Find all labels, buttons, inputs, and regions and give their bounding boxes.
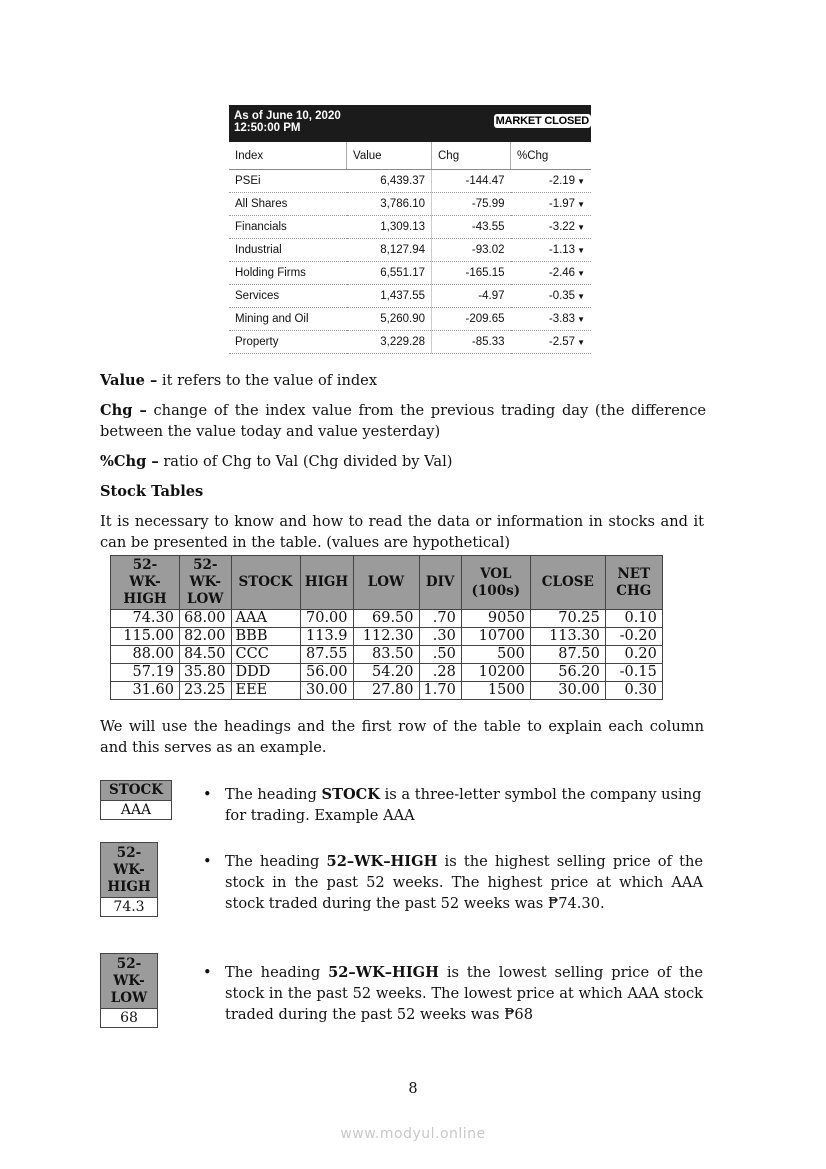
stock-cell: 112.30 (353, 628, 419, 646)
term: 52–WK–HIGH (326, 853, 438, 870)
index-value: 8,127.94 (347, 239, 432, 262)
stock-tables-heading: Stock Tables (100, 483, 204, 500)
index-row (229, 308, 591, 331)
index-chg: -4.97 (432, 285, 511, 308)
high-explanation: • The heading 52–WK–HIGH is the highest selling price of the stock in the past 52 weeks. The highest price at which AAA stock traded during the past 52 weeks was ₱74.30. (203, 853, 703, 912)
stock-row (111, 646, 663, 664)
stock-cell: 87.55 (300, 646, 353, 664)
chg-term: Chg – (100, 402, 147, 419)
stock-cell: 30.00 (300, 682, 353, 700)
stock-cell: .70 (419, 610, 461, 628)
stock-cell: 113.9 (300, 628, 353, 646)
col-net-chg: NET CHG (605, 556, 662, 610)
stock-cell: 0.10 (605, 610, 662, 628)
stock-cell: 500 (461, 646, 530, 664)
value-text: it refers to the value of index (157, 372, 378, 389)
index-value: 1,437.55 (347, 285, 432, 308)
stock-cell: 9050 (461, 610, 530, 628)
box-header: 52- WK- LOW (101, 954, 158, 1009)
stock-cell: 74.30 (111, 610, 180, 628)
stock-cell: 31.60 (111, 682, 180, 700)
index-pct: -2.19 ▼ (511, 170, 592, 193)
stock-cell: .30 (419, 628, 461, 646)
index-chg: -144.47 (432, 170, 511, 193)
index-value: 3,229.28 (347, 331, 432, 354)
index-col-header: Index (229, 142, 347, 170)
index-row (229, 331, 591, 354)
col-stock: STOCK (231, 556, 300, 610)
down-arrow-icon: ▼ (577, 246, 585, 255)
stock-cell: -0.15 (605, 664, 662, 682)
stock-row (111, 682, 663, 700)
index-row (229, 262, 591, 285)
box-header: 52- WK- HIGH (101, 843, 158, 898)
index-chg: -209.65 (432, 308, 511, 331)
bullet-icon: • (203, 786, 212, 803)
stock-cell: 10200 (461, 664, 530, 682)
index-value: 6,439.37 (347, 170, 432, 193)
index-name: Mining and Oil (229, 308, 347, 331)
stock-cell: 70.25 (530, 610, 605, 628)
value-term: Value – (100, 372, 158, 389)
chg-col-header: Chg (432, 142, 511, 170)
stock-row (111, 628, 663, 646)
stock-cell: 69.50 (353, 610, 419, 628)
index-chg: -93.02 (432, 239, 511, 262)
pchg-term: %Chg – (100, 453, 159, 470)
stock-cell: 88.00 (111, 646, 180, 664)
bullet-icon: • (203, 964, 212, 981)
stock-cell: CCC (231, 646, 300, 664)
down-arrow-icon: ▼ (577, 223, 585, 232)
stock-cell: 56.20 (530, 664, 605, 682)
index-name: Industrial (229, 239, 347, 262)
index-name: Financials (229, 216, 347, 239)
page-number: 8 (408, 1081, 418, 1097)
market-index-widget (229, 105, 591, 351)
value-definition (100, 371, 706, 392)
index-row (229, 239, 591, 262)
pct-col-header: %Chg (511, 142, 592, 170)
stock-cell: DDD (231, 664, 300, 682)
stock-cell: AAA (231, 610, 300, 628)
stock-cell: .28 (419, 664, 461, 682)
box-header: STOCK (101, 781, 172, 801)
down-arrow-icon: ▼ (577, 315, 585, 324)
watermark: www.modyul.online (340, 1126, 486, 1142)
index-name: Holding Firms (229, 262, 347, 285)
index-pct: -3.83 ▼ (511, 308, 592, 331)
stock-intro: It is necessary to know and how to read the data or information in stocks and it can be presented in the table. (values are hypothetical) (100, 513, 704, 551)
stock-cell: 23.25 (180, 682, 232, 700)
index-pct: -3.22 ▼ (511, 216, 592, 239)
stock-cell: -0.20 (605, 628, 662, 646)
stock-cell: 1500 (461, 682, 530, 700)
value-col-header: Value (347, 142, 432, 170)
stock-cell: 83.50 (353, 646, 419, 664)
index-chg: -43.55 (432, 216, 511, 239)
index-pct: -1.13 ▼ (511, 239, 592, 262)
stock-cell: 35.80 (180, 664, 232, 682)
stock-cell: 30.00 (530, 682, 605, 700)
stock-cell: 1.70 (419, 682, 461, 700)
stock-cell: 87.50 (530, 646, 605, 664)
down-arrow-icon: ▼ (577, 338, 585, 347)
index-pct: -1.97 ▼ (511, 193, 592, 216)
col-div: DIV (419, 556, 461, 610)
index-chg: -75.99 (432, 193, 511, 216)
pchg-definition (100, 452, 706, 473)
index-name: Property (229, 331, 347, 354)
stock-cell: 57.19 (111, 664, 180, 682)
col-high: HIGH (300, 556, 353, 610)
stock-row (111, 610, 663, 628)
stock-cell: 10700 (461, 628, 530, 646)
index-name: Services (229, 285, 347, 308)
stock-cell: 113.30 (530, 628, 605, 646)
col-52wk-high: 52- WK- HIGH (111, 556, 180, 610)
stock-example-box (100, 780, 172, 820)
bullet-icon: • (203, 853, 212, 870)
stock-cell: 0.20 (605, 646, 662, 664)
low-example-box (100, 953, 158, 1028)
index-row (229, 170, 591, 193)
stock-cell: 56.00 (300, 664, 353, 682)
index-value: 5,260.90 (347, 308, 432, 331)
down-arrow-icon: ▼ (577, 292, 585, 301)
as-of-time: 12:50:00 PM (234, 122, 301, 134)
stock-cell: 27.80 (353, 682, 419, 700)
index-chg: -165.15 (432, 262, 511, 285)
stock-table (110, 555, 663, 700)
index-value: 6,551.17 (347, 262, 432, 285)
index-pct: -2.46 ▼ (511, 262, 592, 285)
term: STOCK (321, 786, 380, 803)
col-close: CLOSE (530, 556, 605, 610)
index-name: PSEi (229, 170, 347, 193)
stock-cell: 82.00 (180, 628, 232, 646)
box-value: AAA (101, 801, 172, 820)
box-value: 74.3 (101, 898, 158, 917)
chg-text: change of the index value from the previous trading day (the difference between the value today and value yesterday) (100, 402, 706, 440)
stock-cell: 115.00 (111, 628, 180, 646)
as-of-date: As of June 10, 2020 (234, 110, 341, 122)
stock-row (111, 664, 663, 682)
market-status-bar (229, 105, 591, 142)
term: 52–WK–HIGH (328, 964, 439, 981)
stock-cell: 0.30 (605, 682, 662, 700)
col-vol: VOL (100s) (461, 556, 530, 610)
stock-cell: EEE (231, 682, 300, 700)
stock-cell: BBB (231, 628, 300, 646)
down-arrow-icon: ▼ (577, 177, 585, 186)
down-arrow-icon: ▼ (577, 200, 585, 209)
stock-cell: 54.20 (353, 664, 419, 682)
index-row (229, 216, 591, 239)
box-value: 68 (101, 1009, 158, 1028)
high-example-box (100, 842, 158, 917)
index-pct: -2.57 ▼ (511, 331, 592, 354)
col-52wk-low: 52- WK- LOW (180, 556, 232, 610)
stock-cell: .50 (419, 646, 461, 664)
down-arrow-icon: ▼ (577, 269, 585, 278)
market-closed-badge: MARKET CLOSED (495, 115, 589, 127)
index-value: 3,786.10 (347, 193, 432, 216)
example-intro: We will use the headings and the first row of the table to explain each column and this serves as an example. (100, 718, 704, 756)
pchg-text: ratio of Chg to Val (Chg divided by Val) (158, 453, 453, 470)
index-pct: -0.35 ▼ (511, 285, 592, 308)
index-table (229, 142, 591, 354)
stock-cell: 70.00 (300, 610, 353, 628)
stock-cell: 68.00 (180, 610, 232, 628)
index-row (229, 193, 591, 216)
index-row (229, 285, 591, 308)
chg-definition (100, 401, 706, 442)
col-low: LOW (353, 556, 419, 610)
low-explanation: • The heading 52–WK–HIGH is the lowest selling price of the stock in the past 52 weeks. The lowest price at which AAA stock traded during the past 52 weeks was ₱68 (203, 964, 703, 1023)
index-value: 1,309.13 (347, 216, 432, 239)
index-chg: -85.33 (432, 331, 511, 354)
stock-cell: 84.50 (180, 646, 232, 664)
index-name: All Shares (229, 193, 347, 216)
stock-explanation: • The heading STOCK is a three-letter symbol the company using for trading. Example AAA (203, 786, 702, 824)
